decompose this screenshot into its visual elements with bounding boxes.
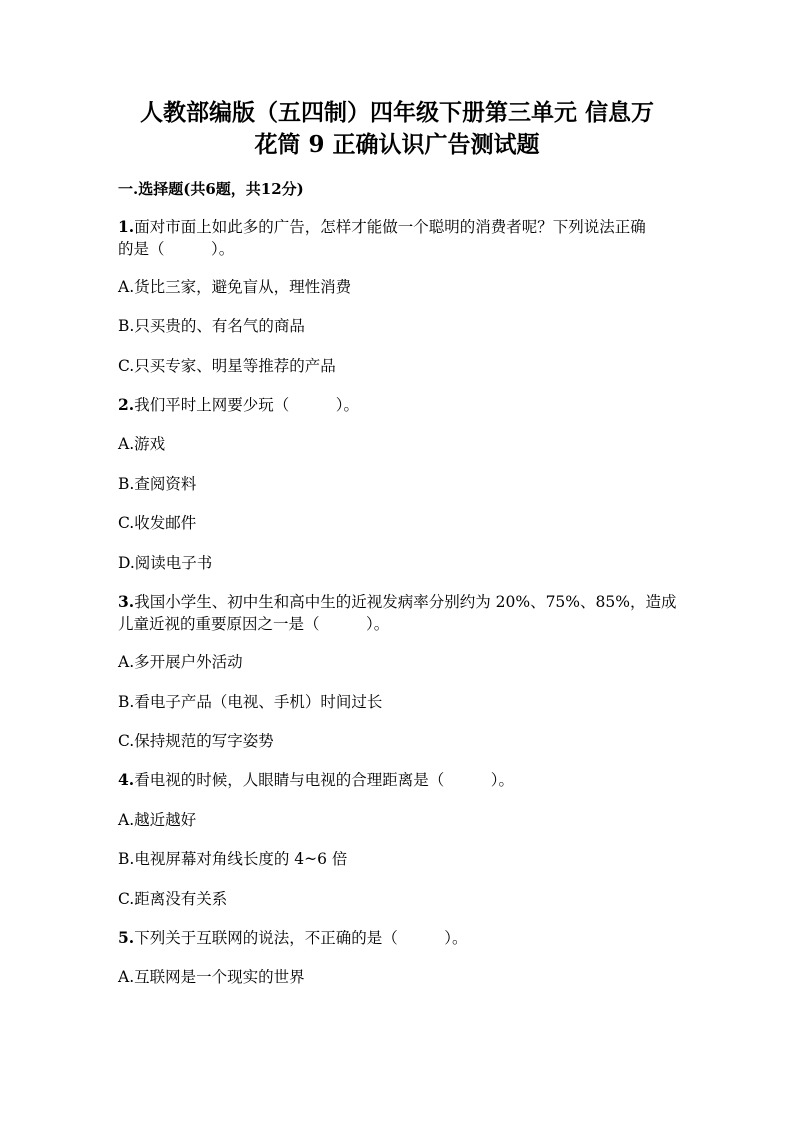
question-2-stem xyxy=(118,395,359,415)
question-5-stem xyxy=(118,928,467,948)
question-1-option-b: B.只买贵的、有名气的商品 xyxy=(118,317,305,335)
question-2-number: 2. xyxy=(118,395,135,414)
question-3-option-b: B.看电子产品（电视、手机）时间过长 xyxy=(118,693,383,711)
question-1-stem-line-2: 的是（ ）。 xyxy=(118,240,235,258)
question-4-option-c: C.距离没有关系 xyxy=(118,890,228,908)
question-5-number: 5. xyxy=(118,928,135,947)
question-2-option-b: B.查阅资料 xyxy=(118,475,197,493)
question-3-number: 3. xyxy=(118,592,135,611)
section-heading: 一.选择题(共6题，共12分) xyxy=(118,180,304,198)
question-4-option-a: A.越近越好 xyxy=(118,811,197,829)
question-4-text: 看电视的时候，人眼睛与电视的合理距离是（ ）。 xyxy=(134,771,514,789)
question-1-stem-line-1 xyxy=(118,217,646,237)
question-1-option-c: C.只买专家、明星等推荐的产品 xyxy=(118,357,336,375)
question-4-stem xyxy=(118,770,514,790)
question-2-option-c: C.收发邮件 xyxy=(118,514,197,532)
question-4-option-b: B.电视屏幕对角线长度的 4~6 倍 xyxy=(118,850,348,868)
question-2-option-d: D.阅读电子书 xyxy=(118,554,213,572)
question-3-stem-line-1 xyxy=(118,592,676,612)
document-title-line-1: 人教部编版（五四制）四年级下册第三单元 信息万 xyxy=(139,99,654,126)
question-1-option-a: A.货比三家，避免盲从，理性消费 xyxy=(118,278,352,296)
question-5-text: 下列关于互联网的说法，不正确的是（ ）。 xyxy=(134,929,468,947)
question-2-text: 我们平时上网要少玩（ ）。 xyxy=(134,396,359,414)
question-1-number: 1. xyxy=(118,217,135,236)
question-2-option-a: A.游戏 xyxy=(118,435,166,453)
question-3-option-a: A.多开展户外活动 xyxy=(118,653,243,671)
question-5-option-a: A.互联网是一个现实的世界 xyxy=(118,968,305,986)
question-4-number: 4. xyxy=(118,770,135,789)
document-title-line-2: 花筒 9 正确认识广告测试题 xyxy=(254,131,540,158)
question-3-option-c: C.保持规范的写字姿势 xyxy=(118,732,274,750)
question-3-text: 我国小学生、初中生和高中生的近视发病率分别约为 20%、75%、85%，造成 xyxy=(134,593,677,611)
question-1-text: 面对市面上如此多的广告，怎样才能做一个聪明的消费者呢？下列说法正确 xyxy=(134,218,646,236)
question-3-stem-line-2: 儿童近视的重要原因之一是（ ）。 xyxy=(118,615,390,633)
